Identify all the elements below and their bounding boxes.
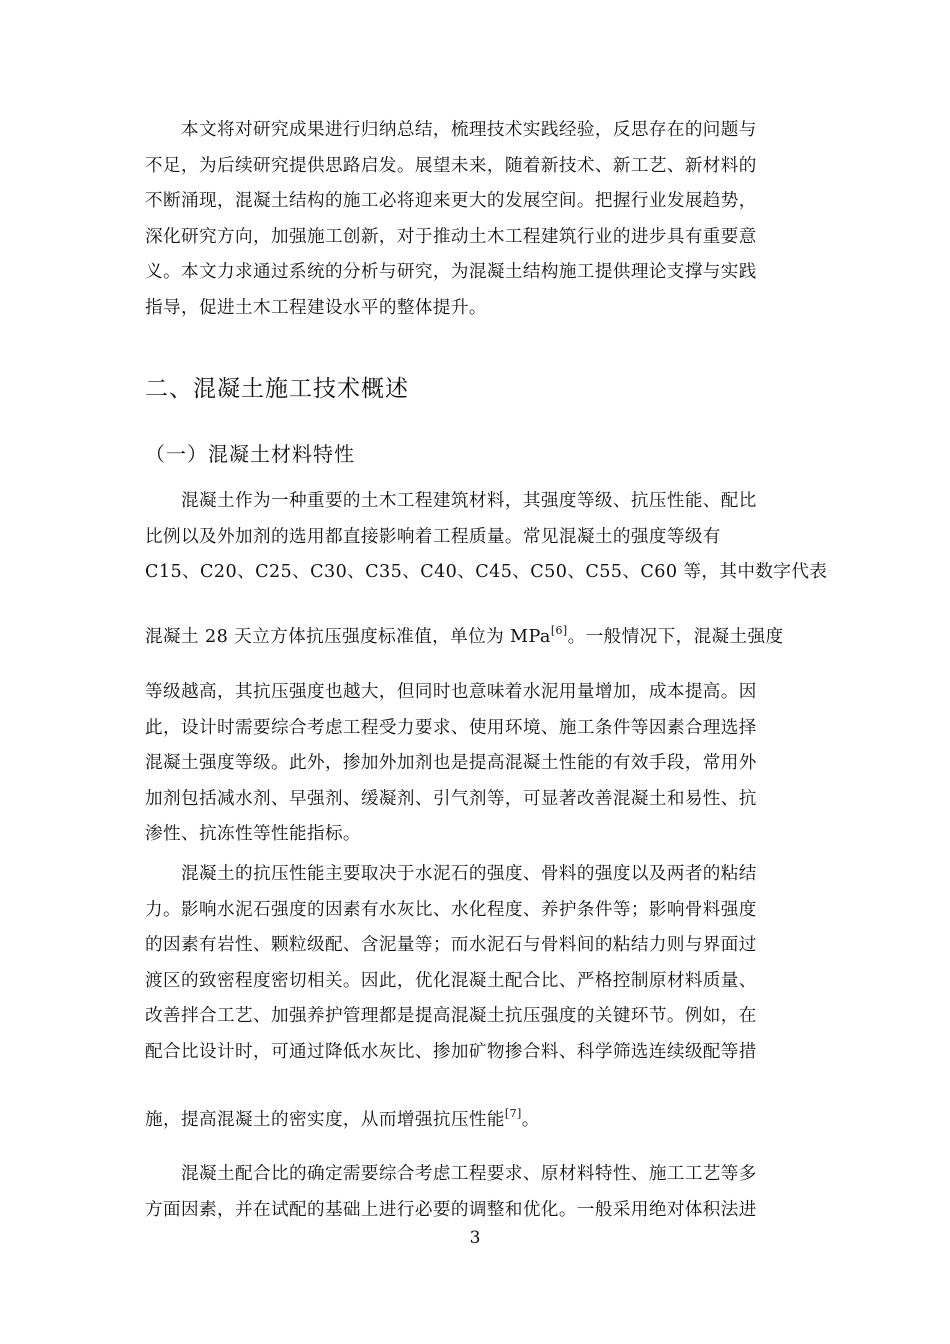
text-line: 的因素有岩性、颗粒级配、含泥量等；而水泥石与骨料间的粘结力则与界面过 <box>145 935 757 955</box>
text-line: 混凝土配合比的确定需要综合考虑工程要求、原材料特性、施工工艺等多 <box>145 1164 757 1184</box>
text-line: 等级越高，其抗压强度也越大，但同时也意味着水泥用量增加，成本提高。因 <box>145 682 757 702</box>
paragraph-compressive-cont <box>145 1103 800 1139</box>
text-line: 义。本文力求通过系统的分析与研究，为混凝土结构施工提供理论支撑与实践 <box>145 262 757 282</box>
text-line: 本文将对研究成果进行归纳总结，梳理技术实践经验，反思存在的问题与 <box>145 120 757 140</box>
text-line: 此，设计时需要综合考虑工程受力要求、使用环境、施工条件等因素合理选择 <box>145 717 757 738</box>
line-text: 混凝土 28 天立方体抗压强度标准值，单位为 MPa <box>145 627 551 647</box>
text-line: 配合比设计时，可通过降低水灰比、掺加矿物掺合料、科学筛选连续级配等措 <box>145 1041 757 1062</box>
text-line-with-citation <box>145 620 800 656</box>
paragraph-mix-design <box>145 1157 800 1228</box>
citation-ref: [6] <box>550 624 568 637</box>
line-text: 施，提高混凝土的密实度，从而增强抗压性能 <box>145 1110 505 1130</box>
citation-ref: [7] <box>504 1107 522 1120</box>
text-line: 改善拌合工艺、加强养护管理都是提高混凝土抗压强度的关键环节。例如，在 <box>145 1006 757 1026</box>
paragraph-intro <box>145 113 800 326</box>
text-line: 加剂包括减水剂、早强剂、缓凝剂、引气剂等，可显著改善混凝土和易性、抗 <box>145 788 757 809</box>
text-line: 不断涌现，混凝土结构的施工必将迎来更大的发展空间。把握行业发展趋势， <box>145 191 757 211</box>
paragraph-compressive <box>145 857 800 1070</box>
text-line: 方面因素，并在试配的基础上进行必要的调整和优化。一般采用绝对体积法进 <box>145 1199 757 1220</box>
text-line: 渗性、抗冻性等性能指标。 <box>145 824 361 844</box>
paragraph-material-grades <box>145 484 828 591</box>
text-line: 深化研究方向，加强施工创新，对于推动土木工程建筑行业的进步具有重要意 <box>145 226 757 247</box>
text-line-with-citation <box>145 1103 800 1139</box>
page-number: 3 <box>469 1228 481 1248</box>
subsection-heading: （一）混凝土材料特性 <box>145 442 355 466</box>
section-heading: 二、混凝土施工技术概述 <box>145 376 409 402</box>
line-text: 。 <box>521 1110 540 1130</box>
text-line: 不足，为后续研究提供思路启发。展望未来，随着新技术、新工艺、新材料的 <box>145 155 757 176</box>
paragraph-material-grades-cont <box>145 620 800 656</box>
text-line: 指导，促进土木工程建设水平的整体提升。 <box>145 297 487 318</box>
text-line: 渡区的致密程度密切相关。因此，优化混凝土配合比、严格控制原材料质量、 <box>145 970 757 991</box>
paragraph-material-grades-rest <box>145 675 800 853</box>
text-line: 力。影响水泥石强度的因素有水灰比、水化程度、养护条件等；影响骨料强度 <box>145 899 757 920</box>
line-text: 。一般情况下，混凝土强度 <box>567 627 784 647</box>
text-line: C15、C20、C25、C30、C35、C40、C45、C50、C55、C60 等，其中数字代表 <box>145 562 828 582</box>
text-line: 混凝土作为一种重要的土木工程建筑材料，其强度等级、抗压性能、配比 <box>145 491 757 511</box>
text-line: 混凝土的抗压性能主要取决于水泥石的强度、骨料的强度以及两者的粘结 <box>145 864 757 884</box>
text-line: 混凝土强度等级。此外，掺加外加剂也是提高混凝土性能的有效手段，常用外 <box>145 753 757 773</box>
text-line: 比例以及外加剂的选用都直接影响着工程质量。常见混凝土的强度等级有 <box>145 526 721 547</box>
